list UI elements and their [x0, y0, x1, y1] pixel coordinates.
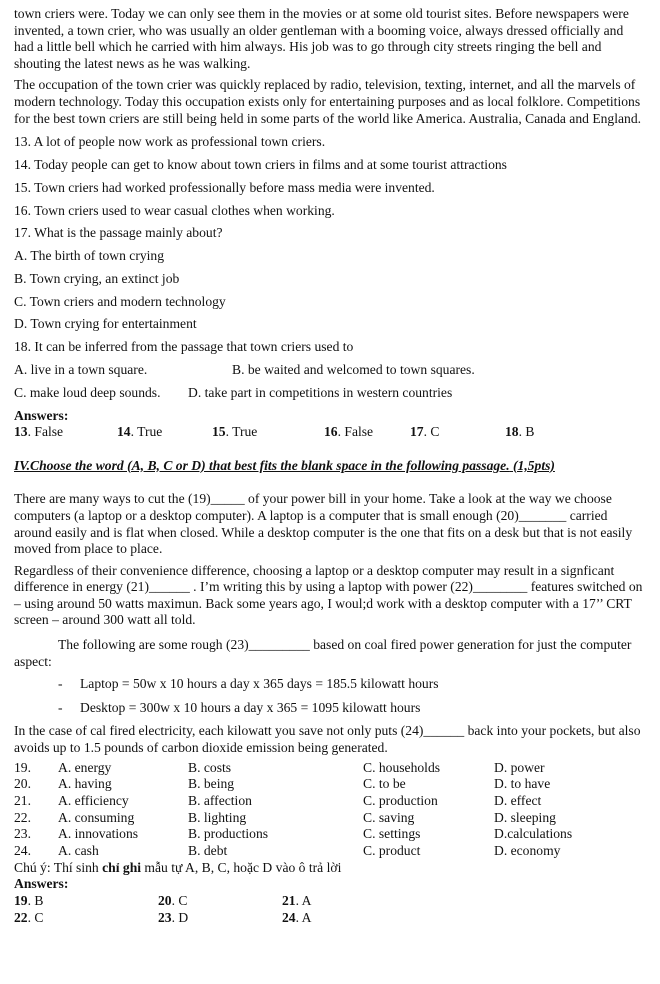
- calculation-desktop-text: Desktop = 300w x 10 hours a day x 365 = 1095 kilowatt hours: [80, 699, 421, 715]
- cloze-paragraph-1: There are many ways to cut the (19)_____ of your power bill in your home. Take a look at the way we choose computers (a laptop or a desktop computer). A laptop is a computer that is small enough (20)_______ carried around easily and is flat when closed. While a desktop computer is the one that fits on a desk but that is not easily moved from place to place.: [14, 491, 633, 557]
- answer-20: 20. C: [158, 893, 188, 909]
- option-a: A. efficiency: [58, 793, 129, 809]
- option-c: C. saving: [363, 809, 415, 825]
- question-18-options-row-2: [14, 385, 646, 402]
- question-18-option-a: A. live in a town square.: [14, 361, 148, 377]
- option-number: 21.: [14, 793, 31, 809]
- option-b: B. productions: [188, 826, 269, 842]
- option-a: A. energy: [58, 759, 112, 775]
- option-d: D. effect: [494, 793, 542, 809]
- question-13: 13. A lot of people now work as professional town criers.: [14, 134, 326, 150]
- calculation-desktop: [14, 700, 646, 717]
- calculation-laptop: [14, 676, 646, 693]
- calculation-laptop-text: Laptop = 50w x 10 hours a day x 365 days = 185.5 kilowatt hours: [80, 676, 439, 692]
- option-b: B. being: [188, 776, 235, 792]
- option-c: C. households: [363, 759, 441, 775]
- options-table: [14, 760, 646, 860]
- instruction-note: [14, 860, 646, 877]
- question-17-option-c: C. Town criers and modern technology: [14, 293, 226, 309]
- answer-14: 14. True: [117, 424, 163, 440]
- option-d: D. economy: [494, 843, 561, 859]
- option-a: A. innovations: [58, 826, 139, 842]
- answer-22: 22. C: [14, 909, 44, 925]
- answer-16: 16. False: [324, 424, 374, 440]
- question-16: 16. Town criers used to wear casual clothes when working.: [14, 202, 335, 218]
- note-text-post: mẫu tự A, B, C, hoặc D vào ô trả lời: [141, 859, 342, 875]
- question-18: 18. It can be inferred from the passage that town criers used to: [14, 339, 354, 355]
- option-number: 20.: [14, 776, 31, 792]
- question-18-options-row-1: [14, 362, 646, 379]
- answer-23: 23. D: [158, 909, 189, 925]
- answers-grid-2: [14, 893, 646, 926]
- answers-heading-2: Answers:: [14, 876, 69, 892]
- option-number: 22.: [14, 809, 31, 825]
- answer-17: 17. C: [410, 424, 440, 440]
- cloze-paragraph-4: In the case of cal fired electricity, each kilowatt you save not only puts (24)______ back into your pockets, but also avoids up to 1.5 pounds of carbon dioxide emission being generated.: [14, 723, 641, 756]
- question-14: 14. Today people can get to know about town criers in films and at some tourist attractions: [14, 156, 507, 172]
- answer-15: 15. True: [212, 424, 258, 440]
- bullet-dash: -: [58, 676, 63, 692]
- option-number: 24.: [14, 843, 31, 859]
- option-c: C. product: [363, 843, 421, 859]
- option-number: 23.: [14, 826, 31, 842]
- passage-paragraph-1: town criers were. Today we can only see them in the movies or at some old tourist sites. Before newspapers were invented, a town crier, who was usually an older gentleman with a booming voice, always dressed officially and had a little bell which he carried with him always. His job was to go through city streets ringing the bell and shouting the latest news as he was walking.: [14, 6, 629, 71]
- option-d: D. to have: [494, 776, 551, 792]
- cloze-paragraph-3: [14, 637, 646, 670]
- question-18-option-c: C. make loud deep sounds.: [14, 384, 161, 400]
- answer-21: 21. A: [282, 893, 312, 909]
- option-a: A. cash: [58, 843, 99, 859]
- option-c: C. production: [363, 793, 438, 809]
- question-17-option-d: D. Town crying for entertainment: [14, 316, 197, 332]
- answer-24: 24. A: [282, 909, 312, 925]
- answer-18: 18. B: [505, 424, 535, 440]
- question-18-option-d: D. take part in competitions in western countries: [188, 384, 453, 400]
- note-text-pre: Chú ý: Thí sinh: [14, 859, 103, 875]
- option-number: 19.: [14, 759, 31, 775]
- option-b: B. affection: [188, 793, 252, 809]
- cloze-paragraph-2: Regardless of their convenience difference, choosing a laptop or a desktop computer may result in a signficant difference in energy (21)______ . I’m writing this by using a laptop with power (22)________ features switched on – using around 50 watts maximun. Back some years ago, I woul;d work with a desktop computer with a 17’’ CRT screen – around 300 watt all told.: [14, 562, 643, 628]
- cloze-paragraph-3-text: The following are some rough (23)_________ based on coal fired power generation for just the computer aspect:: [14, 637, 632, 669]
- section-iv-title: [14, 458, 646, 475]
- option-b: B. debt: [188, 843, 228, 859]
- answers-heading-1: Answers:: [14, 407, 69, 423]
- option-a: A. having: [58, 776, 112, 792]
- option-c: C. settings: [363, 826, 421, 842]
- answer-13: 13. False: [14, 424, 64, 440]
- option-b: B. lighting: [188, 809, 247, 825]
- option-a: A. consuming: [58, 809, 135, 825]
- option-b: B. costs: [188, 759, 232, 775]
- question-15: 15. Town criers had worked professionally before mass media were invented.: [14, 179, 435, 195]
- answers-row-1: [14, 424, 646, 441]
- document-page: [14, 6, 646, 926]
- bullet-dash: -: [58, 699, 63, 715]
- option-d: D.calculations: [494, 826, 573, 842]
- question-17-option-b: B. Town crying, an extinct job: [14, 270, 180, 286]
- question-17-option-a: A. The birth of town crying: [14, 248, 165, 264]
- option-c: C. to be: [363, 776, 406, 792]
- note-text-bold: chỉ ghi: [102, 859, 142, 875]
- answer-19: 19. B: [14, 893, 44, 909]
- option-d: D. sleeping: [494, 809, 556, 825]
- option-d: D. power: [494, 759, 545, 775]
- section-iv-points: (1,5pts): [509, 457, 555, 473]
- section-iv-instruction: IV.Choose the word (A, B, C or D) that best fits the blank space in the following passage.: [14, 457, 510, 473]
- question-18-option-b: B. be waited and welcomed to town squares.: [232, 361, 475, 377]
- passage-paragraph-2: The occupation of the town crier was quickly replaced by radio, television, texting, internet, and all the marvels of modern technology. Today this occupation exists only for entertaining purposes and as local folklore. Competitions for the best town criers are still being held in some parts of the world like America. Australia, Canada and England.: [14, 77, 642, 126]
- question-17: 17. What is the passage mainly about?: [14, 225, 223, 241]
